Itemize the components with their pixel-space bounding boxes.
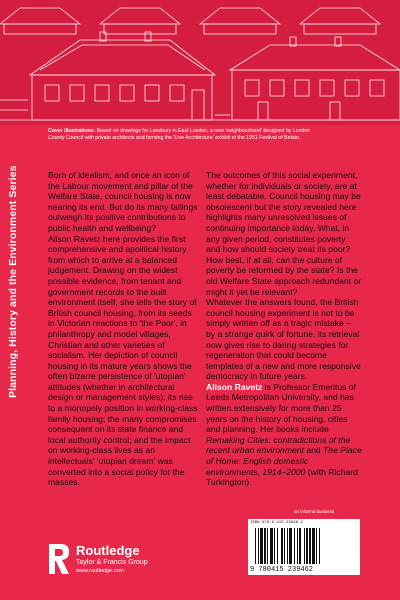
cover-caption [48, 128, 318, 142]
barcode-bar [260, 528, 263, 564]
series-title: Planning, History and the Environment Series [7, 165, 19, 398]
isbn-label: ISBN 978-0-415-23946-2 [250, 521, 303, 525]
barcode-bars [254, 528, 352, 564]
barcode-bar [312, 528, 315, 564]
and-text: and [303, 445, 324, 456]
barcode-bar [270, 528, 273, 564]
barcode-bar [264, 528, 266, 564]
barcode-bar [274, 528, 275, 564]
barcode-bar [316, 528, 317, 564]
right-paragraph-2: Whatever the answers found, the British council housing experiment is not to be simply written off as a tragic mistake – by a strange quirk of fortune, its retrieval now gives rise to daring strategies for regeneration that could become templates of a new and more responsive democracy in future years. [206, 297, 361, 382]
barcode-bar [267, 528, 268, 564]
barcode-bar [299, 528, 301, 564]
caption-label: Cover illustrations: [48, 128, 96, 134]
barcode-bar [289, 528, 292, 564]
barcode-bar [258, 528, 259, 564]
book-title-1: Remaking Cities: contradictions of the recent urban environment [206, 434, 351, 456]
right-paragraph-1: The outcomes of this social experiment, whether for individuals or society, are at least debatable. Council housing may be obsolescent but the story revealed here highlights many unresolved issues of continuing importance today. What, in any given period, constitutes poverty and how should society treat its poor? How best, if at all, can the culture of poverty be reformed by the state? Is the old Welfare State approach redundant or might it yet be relevant? [206, 170, 362, 297]
routledge-logo-icon [45, 542, 71, 576]
publisher-url: www.routledge.com [76, 568, 124, 574]
book-title-2: The Place of Home: English domestic environments, 1914–2000 [206, 445, 362, 477]
barcode-number: 9 780415 239462 [250, 566, 314, 574]
caption-text: Based on drawings for Lansbury in East London, a new 'neighbourhood' designed by London County Council with private architects and forming the 'Live Architecture' exhibit of the 1951 Festival of Britain. [48, 128, 311, 141]
barcode-bar [297, 528, 298, 564]
barcode-bar [281, 528, 283, 564]
author-bio-text: is Professor Emeritus of Leeds Metropolitan University, and has written extensively for more than 25 years on the history of housing, cities and planning. Her books include [206, 381, 356, 435]
cover-illustration [0, 0, 400, 125]
barcode-bar [309, 528, 311, 564]
barcode-bar [304, 528, 305, 564]
left-column [48, 170, 198, 488]
barcode-bar [284, 528, 285, 564]
barcode [248, 519, 360, 575]
publisher-block [76, 544, 148, 575]
barcode-bar [277, 528, 278, 564]
with-text: (with Richard Turkington). [206, 466, 358, 488]
left-paragraph-2: Alison Ravetz here provides the first comprehensive and apolitical history from which to arrive at a balanced judgement. Drawing on the widest possible evidence, from tenant and government records to the built environment itself, she tells the story of British council housing, from its seeds in Victorian reactions to 'the Poor', in philanthropy and model villages, Christian and other varieties of socialism. Her depiction of council housing in its mature years shows the often bizarre persistence of 'utopian' attitudes (whether in architectural design or management styles); its rise to a monopoly position in working-class family housing; the many compromises consequent on its state finance and local authority control; and the impact on working-class lives as an intellectuals' 'utopian dream' was converted into a social policy for the masses. [48, 233, 198, 488]
barcode-bar [255, 528, 256, 564]
author-bio-paragraph [206, 382, 362, 488]
publisher-name: Routledge [76, 543, 140, 558]
business-note: an informa business [294, 509, 335, 514]
barcode-bar [306, 528, 308, 564]
author-name: Alison Ravetz [206, 381, 263, 392]
left-paragraph-1: Born of idealism, and once an icon of the Labour movement and pillar of the Welfare State, council housing is now nearing its end. But do its many failings outweigh its positive contributions to public health and wellbeing? [48, 170, 198, 233]
barcode-bar [294, 528, 295, 564]
barcode-bar [287, 528, 288, 564]
right-column [206, 170, 362, 488]
publisher-group: Taylor & Francis Group [76, 559, 148, 566]
barcode-bar [319, 528, 320, 564]
